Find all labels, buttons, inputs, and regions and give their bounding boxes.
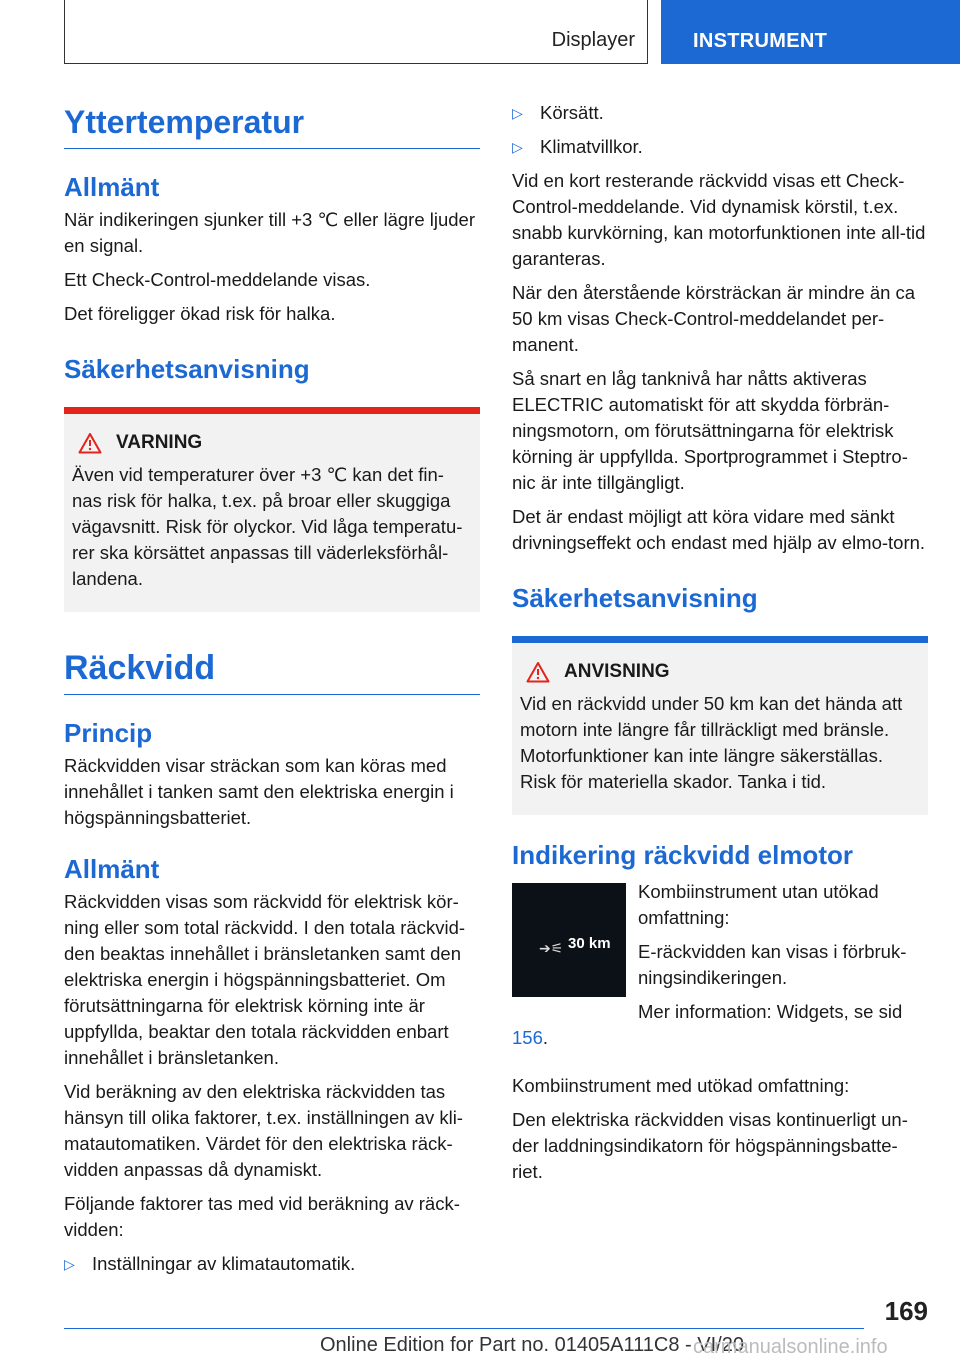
paragraph: Räckvidden visas som räckvidd för elektrisk kör-ning eller som total räckvidd. I den totala räckvid-den beaktas innehållet i bränsletanken samt den elektriska energin i högspänningsbatteriet. Om förutsättningarna för elektrisk körning inte är uppfyllda, beaktar den totala räckvidden enbart innehållet i bränsletanken. — [64, 891, 466, 1068]
safety-heading: Säkerhetsanvisning — [512, 583, 758, 613]
outside-temperature-title: Yttertemperatur — [64, 100, 480, 149]
notice-box — [512, 636, 928, 815]
warning-triangle-icon — [78, 432, 102, 454]
paragraph: Kombiinstrument utan utökad omfattning: — [638, 881, 879, 928]
bullet-triangle-icon: ▷ — [512, 139, 523, 155]
general-heading: Allmänt — [64, 172, 160, 202]
notice-label: ANVISNING — [564, 661, 670, 682]
footer-divider — [64, 1328, 864, 1329]
range-display-image — [512, 883, 626, 997]
footer-edition: Online Edition for Part no. 01405A111C8 - VI/20 — [320, 1334, 744, 1356]
more-info: Mer information: Widgets, se sid 156. — [512, 1001, 903, 1048]
safety-heading: Säkerhetsanvisning — [64, 354, 310, 384]
notice-text: Vid en räckvidd under 50 km kan det hända att motorn inte längre får tillräckligt med bränsle. Motorfunktioner kan inte längre säkerställas. Risk för materiella skador. Tanka i tid. — [520, 693, 903, 792]
section-title: Displayer — [551, 29, 635, 51]
electric-drive-icon: ➔⚟ — [539, 940, 564, 956]
paragraph: Det föreligger ökad risk för halka. — [64, 303, 336, 324]
paragraph: Vid en kort resterande räckvidd visas ett Check-Control-meddelande. Vid dynamisk körstil, t.ex. snabb kurvkörning, kan motorfunktionen inte all-tid garanteras. — [512, 170, 926, 269]
header-chapter-tab — [661, 0, 960, 64]
left-column — [64, 100, 480, 1285]
page-number: 169 — [884, 1296, 928, 1326]
paragraph: Så snart en låg tanknivå har nåtts aktiveras ELECTRIC automatiskt för att skydda förbrän-ningsmotorn, om förutsättningarna för elektrisk körning är uppfyllda. Sportprogrammet i Steptro-nic är inte tillgängligt. — [512, 368, 908, 493]
list-item: ▷ Körsätt. — [512, 100, 928, 126]
paragraph: Räckvidden visar sträckan som kan köras med innehållet i tanken samt den elektriska energin i högspänningsbatteriet. — [64, 755, 454, 828]
right-column — [512, 100, 928, 1193]
warning-box — [64, 407, 480, 612]
chapter-title: INSTRUMENT — [693, 30, 828, 52]
indicator-heading: Indikering räckvidd elmotor — [512, 840, 853, 870]
list-item: ▷ Klimatvillkor. — [512, 134, 928, 160]
paragraph: Vid beräkning av den elektriska räckvidden tas hänsyn till olika faktorer, t.ex. inställningen av kli-matautomatiken. Värdet för den elektriska räck-vidden anpassas då dynamiskt. — [64, 1081, 463, 1180]
bullet-triangle-icon: ▷ — [512, 105, 523, 121]
paragraph: Den elektriska räckvidden visas kontinuerligt un-der laddningsindikatorn för högspänningsbatte-riet. — [512, 1109, 908, 1182]
bullet-triangle-icon: ▷ — [64, 1256, 75, 1272]
list-item: ▷ Inställningar av klimatautomatik. — [64, 1251, 480, 1277]
warning-text: Även vid temperaturer över +3 ℃ kan det fin-nas risk för halka, t.ex. på broar eller skuggiga vägavsnitt. Risk för olyckor. Vid låga temperatu-rer ska körsättet anpassas till väderleksförhål-landena. — [72, 464, 463, 589]
footer-watermark: carmanualsonline.info — [693, 1336, 888, 1358]
paragraph: Det är endast möjligt att köra vidare med sänkt drivningseffekt och endast med hjälp av elmo-torn. — [512, 506, 926, 553]
paragraph: När den återstående körsträckan är mindre än ca 50 km visas Check-Control-meddelandet per-manent. — [512, 282, 916, 355]
notice-triangle-icon — [526, 661, 550, 683]
range-title: Räckvidd — [64, 646, 480, 695]
paragraph: Kombiinstrument med utökad omfattning: — [512, 1075, 850, 1096]
paragraph: När indikeringen sjunker till +3 ℃ eller lägre ljuder en signal. — [64, 209, 476, 256]
paragraph: E-räckvidden kan visas i förbruk-ningsindikeringen. — [638, 941, 907, 988]
page-reference-link[interactable]: 156 — [512, 1027, 543, 1048]
range-value: 30 km — [568, 935, 611, 952]
warning-label: VARNING — [116, 432, 203, 453]
paragraph: Ett Check-Control-meddelande visas. — [64, 269, 371, 290]
principle-heading: Princip — [64, 718, 153, 748]
paragraph: Följande faktorer tas med vid beräkning av räck-vidden: — [64, 1193, 460, 1240]
header-section-tab — [64, 0, 648, 64]
range-general-heading: Allmänt — [64, 854, 160, 884]
